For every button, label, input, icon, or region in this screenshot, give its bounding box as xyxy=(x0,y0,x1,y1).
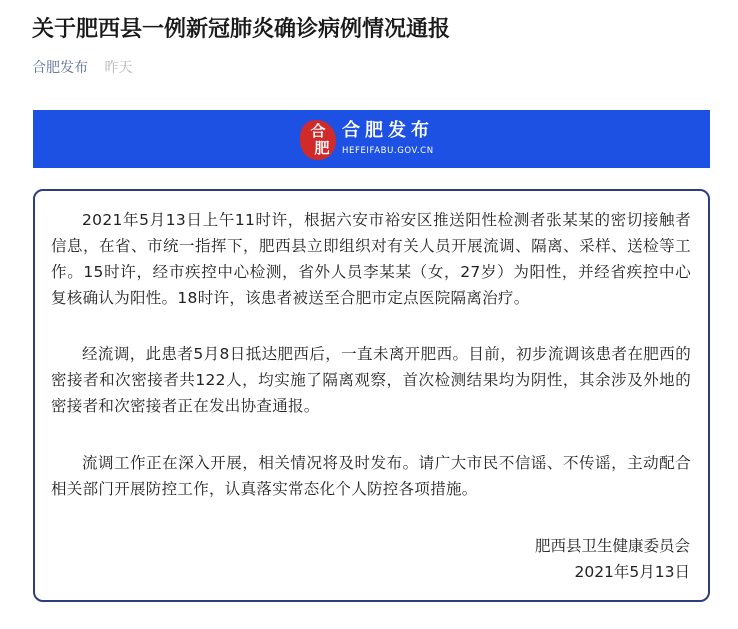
account-name-link[interactable]: 合肥发布 xyxy=(32,60,88,76)
logo-url: HEFEIFABU.GOV.CN xyxy=(342,146,434,156)
publish-time: 昨天 xyxy=(104,60,133,76)
notice-signature: 肥西县卫生健康委员会 xyxy=(534,537,690,555)
hefei-seal-icon xyxy=(300,120,336,160)
article-meta xyxy=(32,58,132,78)
seal-char-2: 肥 xyxy=(314,139,330,157)
article-title: 关于肥西县一例新冠肺炎确诊病例情况通报 xyxy=(32,17,451,42)
notice-paragraph-3: 流调工作正在深入开展，相关情况将及时发布。请广大市民不信谣、不传谣，主动配合相关部门开展防控工作，认真落实常态化个人防控各项措施。 xyxy=(51,454,691,498)
logo-name: 合肥发布 xyxy=(342,120,434,141)
seal-char-1: 合 xyxy=(310,122,326,140)
notice-date: 2021年5月13日 xyxy=(574,563,690,581)
hefei-fabu-logo xyxy=(300,118,438,162)
notice-paragraph-1: 2021年5月13日上午11时许，根据六安市裕安区推送阳性检测者张某某的密切接触者信息，在省、市统一指挥下，肥西县立即组织对有关人员开展流调、隔离、采样、送检等工作。15时许，经市疾控中心检测，省外人员李某某（女，27岁）为阳性，并经省疾控中心复核确认为阳性。18时许，该患者被送至合肥市定点医院隔离治疗。 xyxy=(51,211,691,307)
notice-paragraph-2: 经流调，此患者5月8日抵达肥西后，一直未离开肥西。目前，初步流调该患者在肥西的密接者和次密接者共122人，均实施了隔离观察，首次检测结果均为阴性，其余涉及外地的密接者和次密接者正在发出协查通报。 xyxy=(51,345,691,415)
